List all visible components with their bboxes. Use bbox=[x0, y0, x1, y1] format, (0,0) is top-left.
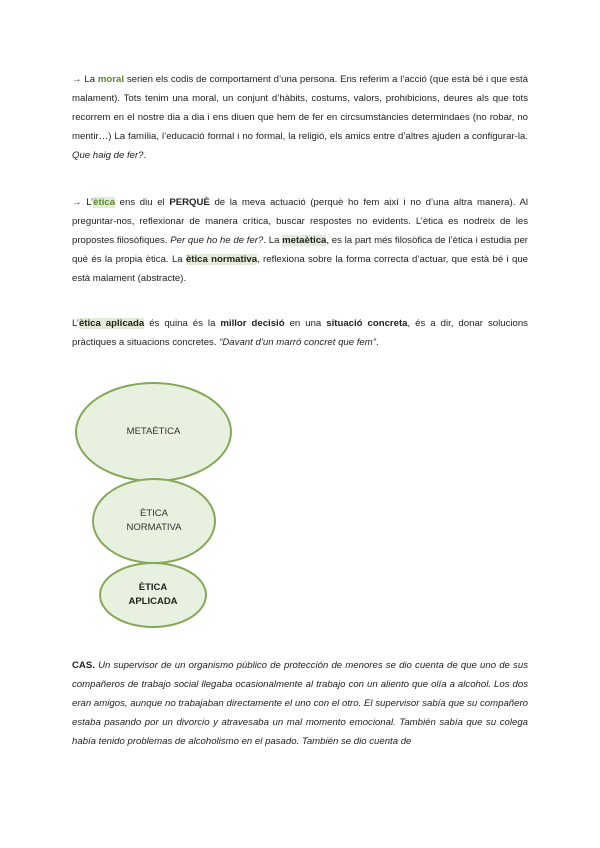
paragraph-moral bbox=[72, 70, 528, 165]
question: Per que ho he de fer? bbox=[170, 235, 264, 246]
arrow-icon: → bbox=[72, 74, 82, 85]
arrow-icon: → bbox=[72, 197, 82, 208]
text: serien els codis de comportament d’una persona. Ens referim a l’acció (que està bé i que està malament). Tots tenim una moral, un conjunt d’hàbits, costums, valors, prohibicions, deures als que tots recorrem en el nostre dia a dia i ens diuen que hem de fer en circsumstàncies determindaes (no robar, no mentir…) La família, l’educació formal i no formal, la religió, els amics entre d’altres ajuden a configurar-la. bbox=[72, 74, 528, 142]
text: . bbox=[143, 150, 147, 161]
text: L’ bbox=[81, 197, 94, 208]
text: , és a dir, donar solucions pràctiques a situacions concretes. bbox=[72, 318, 528, 348]
text: . bbox=[375, 337, 379, 348]
text: , reflexiona sobre la forma correcta d’actuar, que està bé i que està malament (abstracte). bbox=[72, 254, 528, 284]
term-moral: moral bbox=[97, 74, 125, 85]
quote: “Davant d’un marró concret que fem” bbox=[219, 337, 376, 348]
term-metaetica: metaètica bbox=[282, 235, 327, 246]
term-etica-normativa: ètica normativa bbox=[185, 254, 258, 265]
cas-text: Un supervisor de un organismo público de protección de menores se dio cuenta de que uno de sus compañeros de trabajo social llegaba ocasionalmente al trabajo con un aliento que olía a alcohol. Los dos eran amigos, aunque no trabajaban directamente el uno con el otro. El supervisor sabía que su compañero estaba pasando por un divorcio y atravesaba un mal momento emocional. También sabía que su colega había tenido problemas de alcoholismo en el pasado. También se dio cuenta de bbox=[72, 660, 528, 747]
term-etica: ètica bbox=[93, 197, 116, 208]
text: . bbox=[92, 660, 95, 671]
text: , es la part més filosòfica de l’ètica i estudia per què és la propia ètica. La bbox=[72, 235, 528, 265]
ellipse-label: NORMATIVA bbox=[126, 522, 182, 533]
ellipse-label: APLICADA bbox=[128, 596, 178, 607]
paragraph-etica bbox=[72, 193, 528, 288]
ellipse-label: METAÈTICA bbox=[126, 426, 181, 437]
paragraph-etica-aplicada bbox=[72, 314, 528, 352]
text: en una bbox=[284, 318, 327, 329]
ellipse-etica-normativa bbox=[92, 478, 216, 564]
ellipse-label: ÈTICA bbox=[140, 508, 168, 519]
text: ens diu el bbox=[115, 197, 170, 208]
text: L’ bbox=[72, 318, 79, 329]
cas-label: CAS bbox=[72, 660, 93, 671]
question: Que haig de fer? bbox=[72, 150, 144, 161]
text: La bbox=[81, 74, 98, 85]
text: . La bbox=[263, 235, 283, 246]
term-millor-decisio: millor decisió bbox=[220, 318, 285, 329]
paragraph-cas bbox=[72, 656, 528, 751]
term-situacio-concreta: situació concreta bbox=[326, 318, 408, 329]
ellipse-label: ÈTICA bbox=[138, 582, 168, 593]
ellipse-etica-aplicada bbox=[99, 562, 207, 628]
term-etica-aplicada: ètica aplicada bbox=[78, 318, 145, 329]
term-perque: PERQUÈ bbox=[169, 197, 210, 208]
text: de la meva actuació (perquè ho fem així i no d’una altra manera). Al preguntar-nos, reflexionar de manera crítica, buscar respostes no evidents. L’ètica es nodreix de les propostes filosòfiques. bbox=[72, 197, 528, 246]
ellipse-metaetica bbox=[75, 382, 232, 482]
text: és quina és la bbox=[144, 318, 221, 329]
